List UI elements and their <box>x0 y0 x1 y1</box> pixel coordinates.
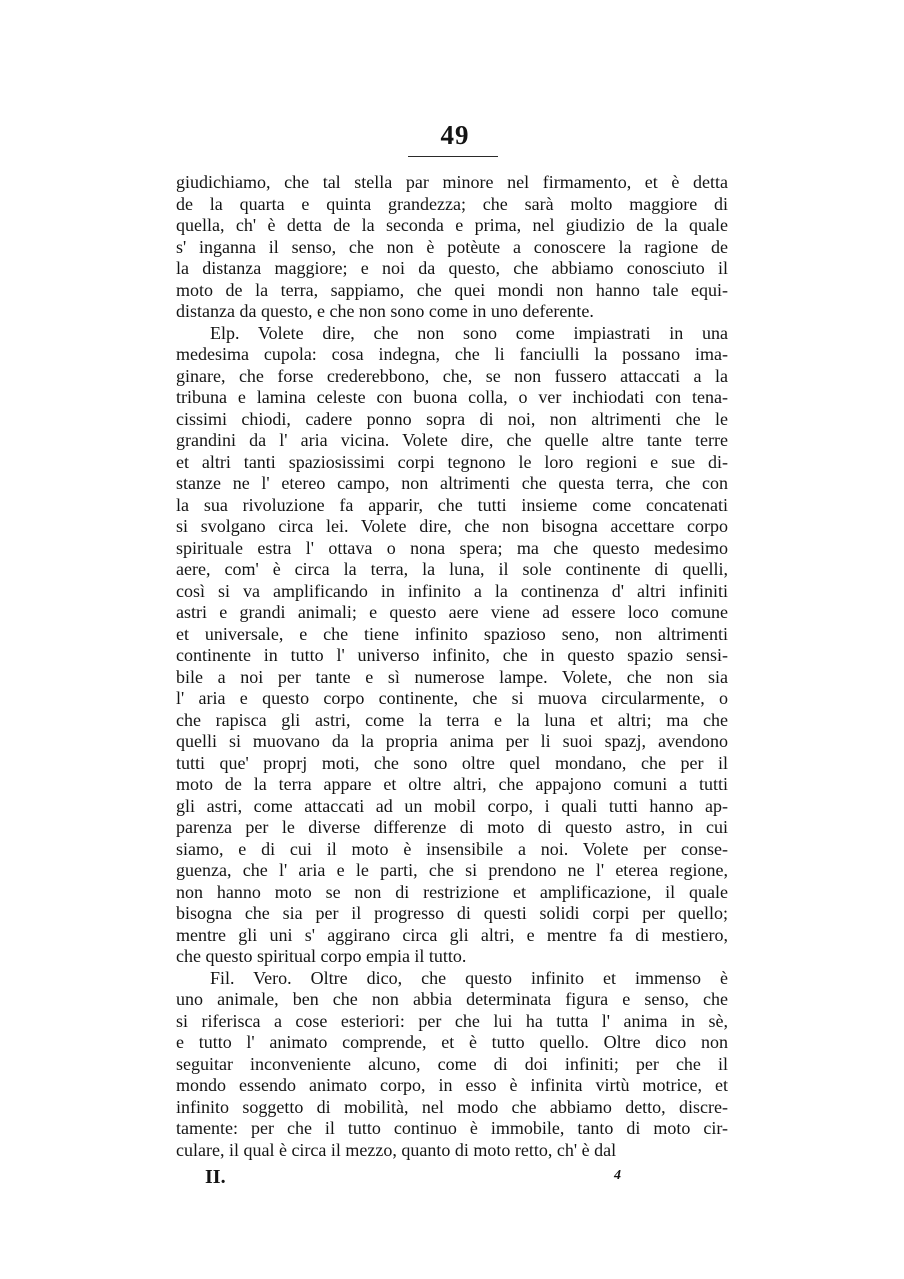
text-line: l' aria e questo corpo continente, che si muova circularmente, o <box>176 688 728 708</box>
text-line: astri e grandi animali; e questo aere viene ad essere loco comune <box>176 602 728 622</box>
text-line: tribuna e lamina celeste con buona colla, o ver inchiodati con tena- <box>176 387 728 407</box>
text-line: uno animale, ben che non abbia determinata figura e senso, che <box>176 989 728 1009</box>
text-line: non hanno moto se non di restrizione et amplificazione, il quale <box>176 881 728 902</box>
text-line: aere, com' è circa la terra, la luna, il sole continente di quelli, <box>176 559 728 579</box>
text-line: Fil. Vero. Oltre dico, che questo infinito et immenso è <box>210 967 728 988</box>
text-line: grandini da l' aria vicina. Volete dire, che quelle altre tante terre <box>176 430 728 450</box>
text-line: si riferisca a cose esteriori: per che lui ha tutta l' anima in sè, <box>176 1010 728 1031</box>
text-line: et altri tanti spaziosissimi corpi tegnono le loro regioni e sue di- <box>176 451 728 472</box>
text-line: guenza, che l' aria e le parti, che si prendono ne l' eterea regione, <box>176 860 728 880</box>
text-line: quella, ch' è detta de la seconda e prima, nel giudizio de la quale <box>176 215 728 235</box>
text-line: bile a noi per tante e sì numerose lampe. Volete, che non sia <box>176 666 728 687</box>
text-line: la sua rivoluzione fa apparir, che tutti insieme come concatenati <box>176 494 728 515</box>
text-line: tamente: per che il tutto continuo è immobile, tanto di moto cir- <box>176 1118 728 1138</box>
page-number: 49 <box>440 120 470 150</box>
text-line: giudichiamo, che tal stella par minore nel firmamento, et è detta <box>176 172 728 192</box>
text-line: seguitar inconveniente alcuno, come di doi infiniti; per che il <box>176 1053 728 1074</box>
text-line: quelli si muovano da la propria anima per li suoi spazj, avendono <box>176 731 728 751</box>
text-line: gli astri, come attaccati ad un mobil corpo, i quali tutti hanno ap- <box>176 795 728 816</box>
text-line: culare, il qual è circa il mezzo, quanto di moto retto, ch' è dal <box>176 1139 617 1160</box>
text-line: mentre gli uni s' aggirano circa gli altri, e mentre fa di mestiero, <box>176 924 728 945</box>
signature-mark: II. <box>205 1166 226 1188</box>
text-line: moto de la terra, sappiamo, che quei mondi non hanno tale equi- <box>176 279 728 300</box>
text-line: Elp. Volete dire, che non sono come impiastrati in una <box>210 322 728 343</box>
text-line: la distanza maggiore; e noi da questo, che abbiamo conosciuto il <box>176 258 728 278</box>
text-line: medesima cupola: cosa indegna, che li fanciulli la possano ima- <box>176 344 728 364</box>
text-line: tutti que' proprj moti, che sono oltre quel mondano, che per il <box>176 752 728 773</box>
text-line: che questo spiritual corpo empia il tutto. <box>176 946 467 966</box>
body-text <box>176 172 728 1161</box>
text-line: continente in tutto l' universo infinito, che in questo spazio sensi- <box>176 645 728 665</box>
text-line: bisogna che sia per il progresso di questi solidi corpi per quello; <box>176 903 728 923</box>
text-line: et universale, e che tiene infinito spazioso seno, non altrimenti <box>176 623 728 644</box>
text-line: si svolgano circa lei. Volete dire, che non bisogna accettare corpo <box>176 516 728 536</box>
text-line: spirituale estra l' ottava o nona spera; ma che questo medesimo <box>176 537 728 558</box>
text-line: ginare, che forse crederebbono, che, se non fussero attaccati a la <box>176 365 728 386</box>
text-line: parenza per le diverse differenze di moto di questo astro, in cui <box>176 817 728 837</box>
header-rule <box>408 156 498 157</box>
text-line: mondo essendo animato corpo, in esso è infinita virtù motrice, et <box>176 1075 728 1095</box>
text-line: così si va amplificando in infinito a la continenza d' altri infiniti <box>176 580 728 601</box>
text-line: che rapisca gli astri, come la terra e la luna et altri; ma che <box>176 709 728 730</box>
text-line: siamo, e di cui il moto è insensibile a noi. Volete per conse- <box>176 838 728 859</box>
text-line: e tutto l' animato comprende, et è tutto quello. Oltre dico non <box>176 1032 728 1052</box>
text-line: stanze ne l' etereo campo, non altrimenti che questa terra, che con <box>176 473 728 493</box>
text-line: distanza da questo, e che non sono come in uno deferente. <box>176 301 594 321</box>
catchword: 4 <box>614 1168 621 1183</box>
text-line: infinito soggetto di mobilità, nel modo che abbiamo detto, discre- <box>176 1096 728 1117</box>
text-line: s' inganna il senso, che non è potèute a conoscere la ragione de <box>176 236 728 257</box>
text-line: cissimi chiodi, cadere ponno sopra di noi, non altrimenti che le <box>176 408 728 429</box>
text-line: moto de la terra appare et oltre altri, che appajono comuni a tutti <box>176 774 728 794</box>
text-line: de la quarta e quinta grandezza; che sarà molto maggiore di <box>176 193 728 214</box>
